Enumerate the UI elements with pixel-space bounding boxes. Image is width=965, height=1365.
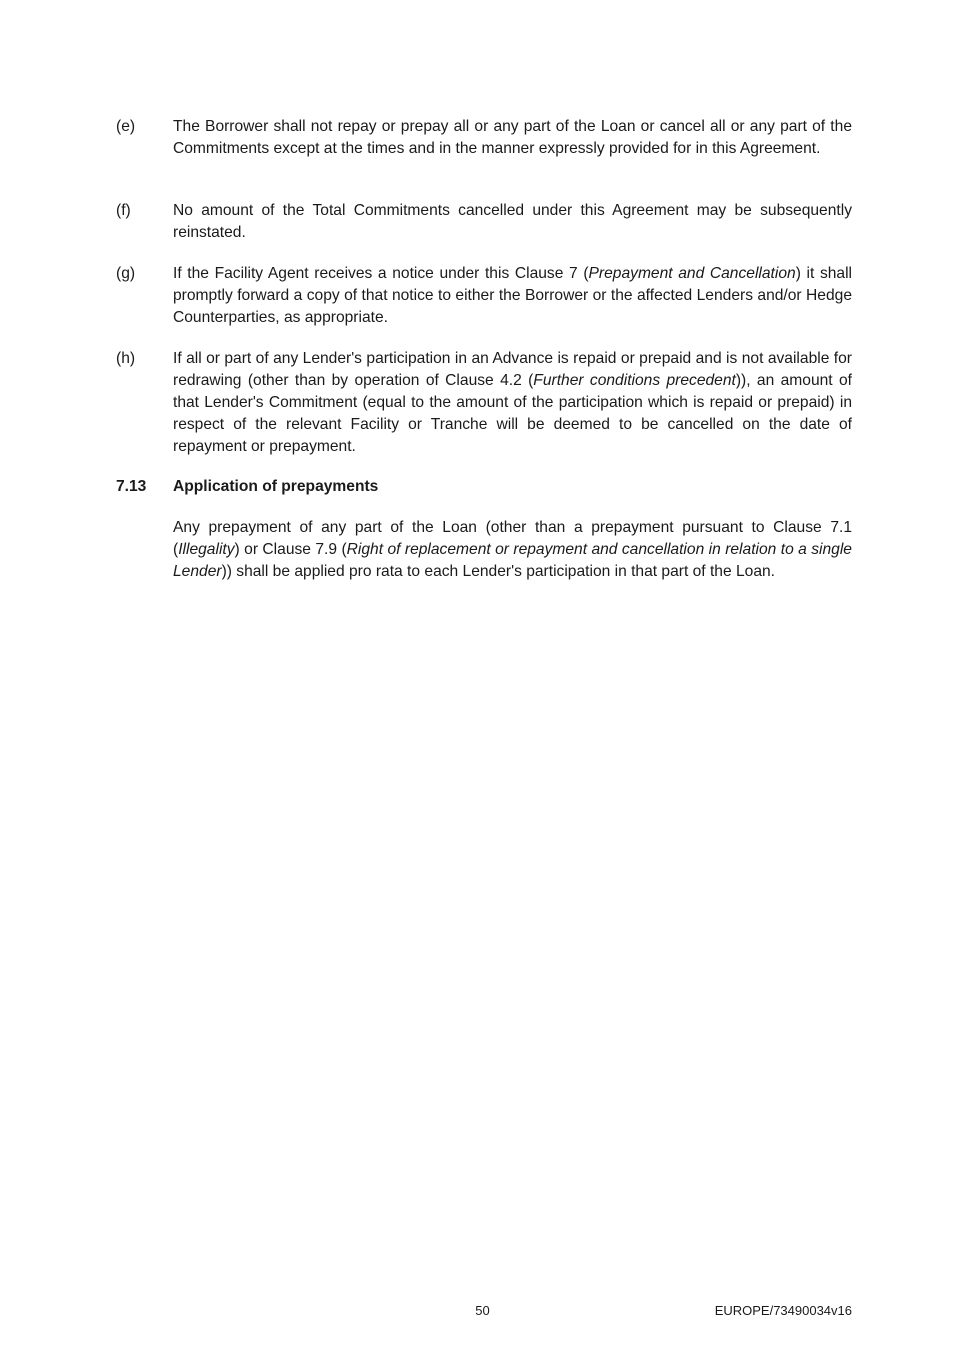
item-label: (e) — [116, 118, 136, 135]
item-text — [173, 348, 852, 458]
text-run: ) or Clause 7.9 ( — [234, 541, 347, 558]
text-run: Any prepayment of any part of the Loan (other than a prepayment pursuant to Clause 7.1 ( — [173, 519, 852, 558]
italic-clause-title: Further conditions precedent — [533, 372, 736, 389]
text-run: If all or part of any Lender's participation in an Advance is repaid or prepaid and is not available for redrawing (other than by operation of Clause 4.2 ( — [173, 350, 852, 389]
list-item-g — [116, 263, 852, 329]
section-title: Application of prepayments — [173, 478, 379, 495]
text-run: )) shall be applied pro rata to each Lender's participation in that part of the Loan. — [221, 563, 776, 580]
list-item-f — [116, 200, 852, 244]
item-label: (f) — [116, 202, 131, 219]
text-run: ) it shall promptly forward a copy of that notice to either the Borrower or the affected Lenders and/or Hedge Counterparties, as appropriate. — [173, 265, 853, 326]
section-heading — [116, 476, 852, 498]
italic-clause-title: Right of replacement or repayment and cancellation in relation to a single Lender — [173, 541, 852, 580]
item-label: (h) — [116, 350, 136, 367]
text-run: If the Facility Agent receives a notice under this Clause 7 ( — [173, 265, 589, 282]
document-reference: EUROPE/73490034v16 — [714, 1303, 852, 1318]
page-number: 50 — [475, 1303, 490, 1318]
text-run: )), an amount of that Lender's Commitment (equal to the amount of the participation which is repaid or prepaid) in respect of the relevant Facility or Tranche will be deemed to be cancelled on the date of repayment or prepayment. — [173, 372, 852, 455]
italic-clause-title: Illegality — [178, 541, 235, 558]
list-item-h — [116, 348, 852, 458]
list-item-e — [116, 116, 852, 160]
section-number: 7.13 — [116, 478, 147, 495]
item-label: (g) — [116, 265, 136, 282]
italic-clause-title: Prepayment and Cancellation — [588, 265, 796, 282]
item-text — [173, 263, 852, 329]
section-body — [173, 517, 852, 583]
item-text: The Borrower shall not repay or prepay all or any part of the Loan or cancel all or any part of the Commitments except at the times and in the manner expressly provided for in this Agreement. — [173, 118, 852, 157]
item-text: No amount of the Total Commitments cancelled under this Agreement may be subsequently reinstated. — [173, 202, 852, 241]
